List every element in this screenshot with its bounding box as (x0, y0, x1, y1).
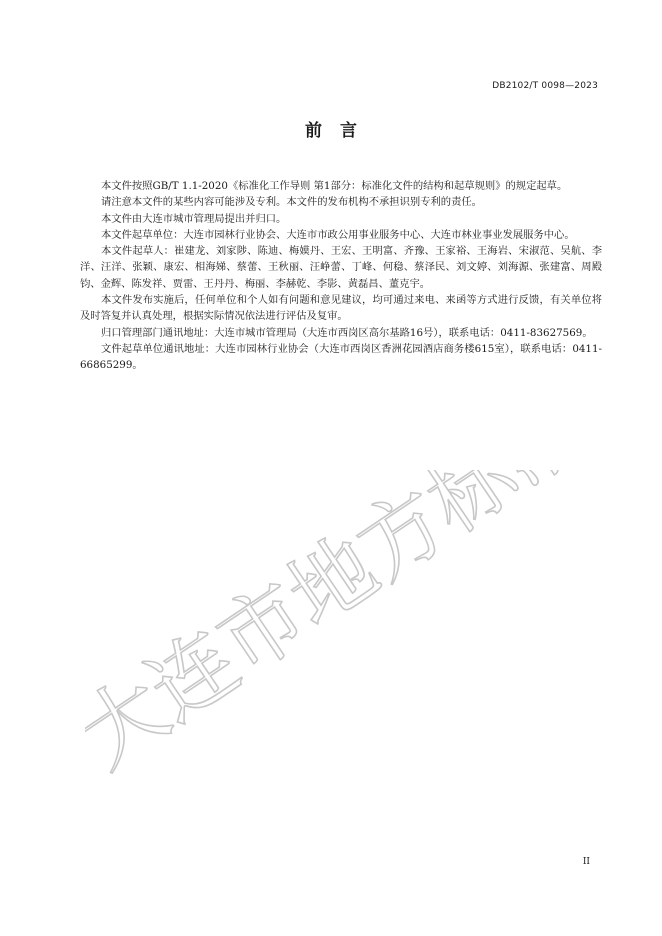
paragraph-feedback: 本文件发布实施后，任何单位和个人如有问题和意见建议，均可通过来电、来函等方式进行反馈，有关单位将及时答复并认真处理，根据实际情况依法进行评估及复审。 (80, 294, 602, 323)
watermark (85, 470, 585, 800)
page-title: 前言 (305, 121, 375, 141)
paragraph-drafters: 本文件起草人：崔建龙、刘家陟、陈迪、梅嫫丹、王宏、王明富、齐豫、王家裕、王海岩、宋淑范、吴航、李洋、汪洋、张颖、康宏、相海娣、蔡蕾、王秋丽、汪峥蕾、丁峰、何稳、蔡泽民、刘文婷、刘海源、张建富、周殿钧、金辉、陈发祥、贾雷、王丹丹、梅丽、李赫乾、李影、黄磊昌、董克宇。 (80, 245, 602, 290)
document-code: DB2102/T 0098—2023 (492, 81, 598, 91)
paragraph-proposer: 本文件由大连市城市管理局提出并归口。 (101, 212, 287, 225)
paragraph-standard-basis: 本文件按照GB/T 1.1-2020《标准化工作导则 第1部分：标准化文件的结构和起草规则》的规定起草。 (101, 180, 568, 192)
paragraph-authority-contact: 归口管理部门通讯地址：大连市城市管理局（大连市西岗区高尔基路16号），联系电话：0411-83627569。 (101, 326, 593, 339)
paragraph-patent-notice: 请注意本文件的某些内容可能涉及专利。本文件的发布机构不承担识别专利的责任。 (101, 196, 482, 209)
paragraph-drafter-contact: 文件起草单位通讯地址：大连市园林行业协会（大连市西岗区香洲花园酒店商务楼615室），联系电话：0411- 66865299。 (80, 342, 602, 372)
page-number: II (582, 857, 590, 867)
foreword-body (80, 178, 602, 374)
paragraph-drafting-units: 本文件起草单位：大连市园林行业协会、大连市市政公用事业服务中心、大连市林业事业发展服务中心。 (101, 228, 575, 241)
watermark-text: 大连市地方标准 (85, 470, 585, 787)
